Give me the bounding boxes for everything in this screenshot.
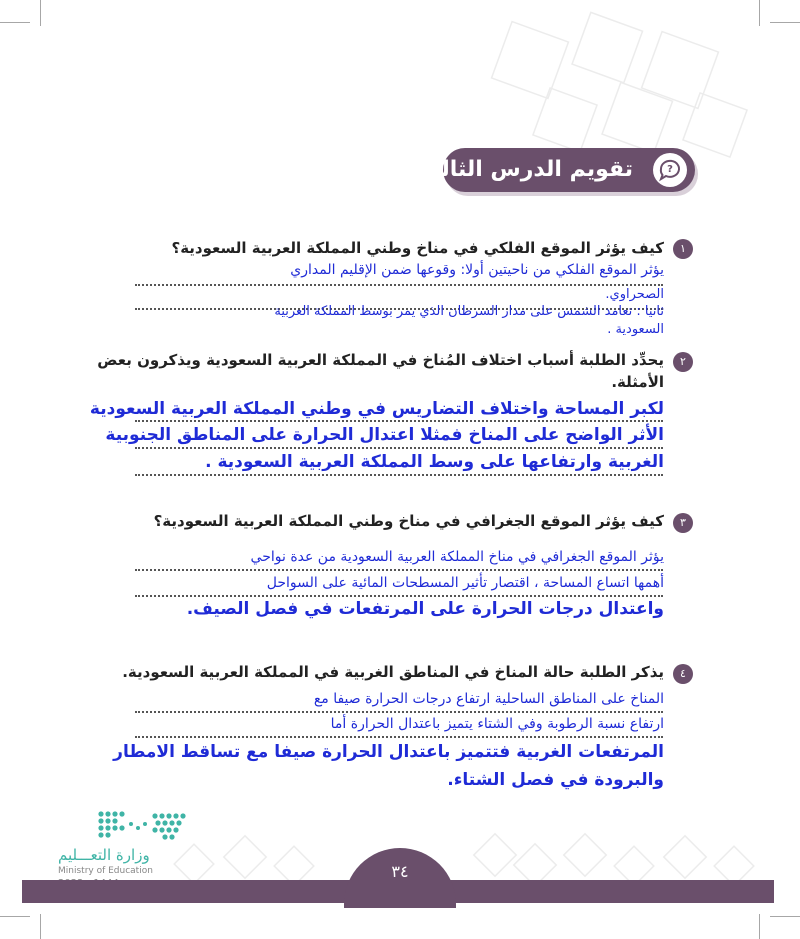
answer-line: السعودية .	[607, 322, 664, 337]
crop-mark	[40, 914, 41, 939]
answer-dotted-line	[135, 284, 663, 286]
answer-line: المرتفعات الغربية فتتميز باعتدال الحرارة صيفا مع تساقط الامطار	[113, 742, 664, 762]
answer-line: يؤثر الموقع الجغرافي في مناخ المملكة العربية السعودية من عدة نواحي	[250, 549, 664, 565]
crop-mark	[759, 0, 760, 26]
answer-line: الأثر الواضح على المناخ فمثلا اعتدال الحرارة على المناطق الجنوبية	[105, 425, 664, 445]
ministry-name-en: Ministry of Education	[58, 866, 153, 876]
answer-line: الصحراوي.	[605, 287, 664, 302]
question-number: ٣	[673, 513, 693, 533]
chat-question-icon	[653, 153, 687, 187]
answer-dotted-line	[135, 474, 663, 476]
answer-dotted-line	[135, 569, 663, 571]
question-number: ٢	[673, 352, 693, 372]
svg-text:?: ?	[667, 164, 673, 175]
crop-mark	[759, 914, 760, 939]
ministry-logo-dots	[95, 808, 190, 842]
answer-dotted-line	[135, 736, 663, 738]
page-title: تقويم الدرس الثالث	[418, 157, 633, 182]
answer-dotted-line	[135, 711, 663, 713]
answer-dotted-line	[135, 420, 663, 422]
answer-dotted-line	[135, 595, 663, 597]
answer-line: المناخ على المناطق الساحلية ارتفاع درجات الحرارة صيفا مع	[313, 691, 664, 707]
crop-mark	[40, 0, 41, 26]
answer-line: ارتفاع نسبة الرطوبة وفي الشتاء يتميز باعتدال الحرارة أما	[330, 716, 664, 732]
answer-line: أهمها اتساع المساحة ، اقتصار تأثير المسطحات المائية على السواحل	[266, 575, 664, 591]
answer-line: الغربية وارتفاعها على وسط المملكة العربية السعودية .	[205, 452, 664, 472]
question-text: كيف يؤثر الموقع الجغرافي في مناخ وطني المملكة العربية السعودية؟	[153, 512, 664, 530]
crop-mark	[770, 916, 800, 917]
page-number-tab	[344, 848, 456, 908]
question-number: ٤	[673, 664, 693, 684]
answer-dotted-line	[135, 447, 663, 449]
crop-mark	[0, 916, 30, 917]
lesson-review-header	[418, 148, 695, 192]
question-text: كيف يؤثر الموقع الفلكي في مناخ وطني المملكة العربية السعودية؟	[171, 239, 664, 257]
answer-line: والبرودة في فصل الشتاء.	[447, 770, 664, 790]
question-text: الأمثلة.	[611, 373, 664, 391]
ministry-name-ar: وزارة التعـــليم	[58, 846, 150, 864]
crop-mark	[0, 22, 30, 23]
question-text: يذكر الطلبة حالة المناخ في المناطق الغربية في المملكة العربية السعودية.	[122, 663, 664, 681]
crop-mark	[770, 22, 800, 23]
answer-line: واعتدال درجات الحرارة على المرتفعات في فصل الصيف.	[186, 599, 664, 619]
answer-line: لكبر المساحة واختلاف التضاريس في وطني المملكة العربية السعودية	[89, 399, 664, 419]
answer-line: يؤثر الموقع الفلكي من ناحيتين أولا: وقوعها ضمن الإقليم المداري	[290, 262, 664, 278]
question-text: يحدِّد الطلبة أسباب اختلاف المُناخ في المملكة العربية السعودية ويذكرون بعض	[97, 351, 664, 369]
question-number: ١	[673, 239, 693, 259]
page-number: ٣٤	[391, 862, 409, 881]
answer-line: ثانيا : تعامد الشمس على مدار السرطان الذي يمر بوسط المملكة العربية	[274, 304, 664, 319]
